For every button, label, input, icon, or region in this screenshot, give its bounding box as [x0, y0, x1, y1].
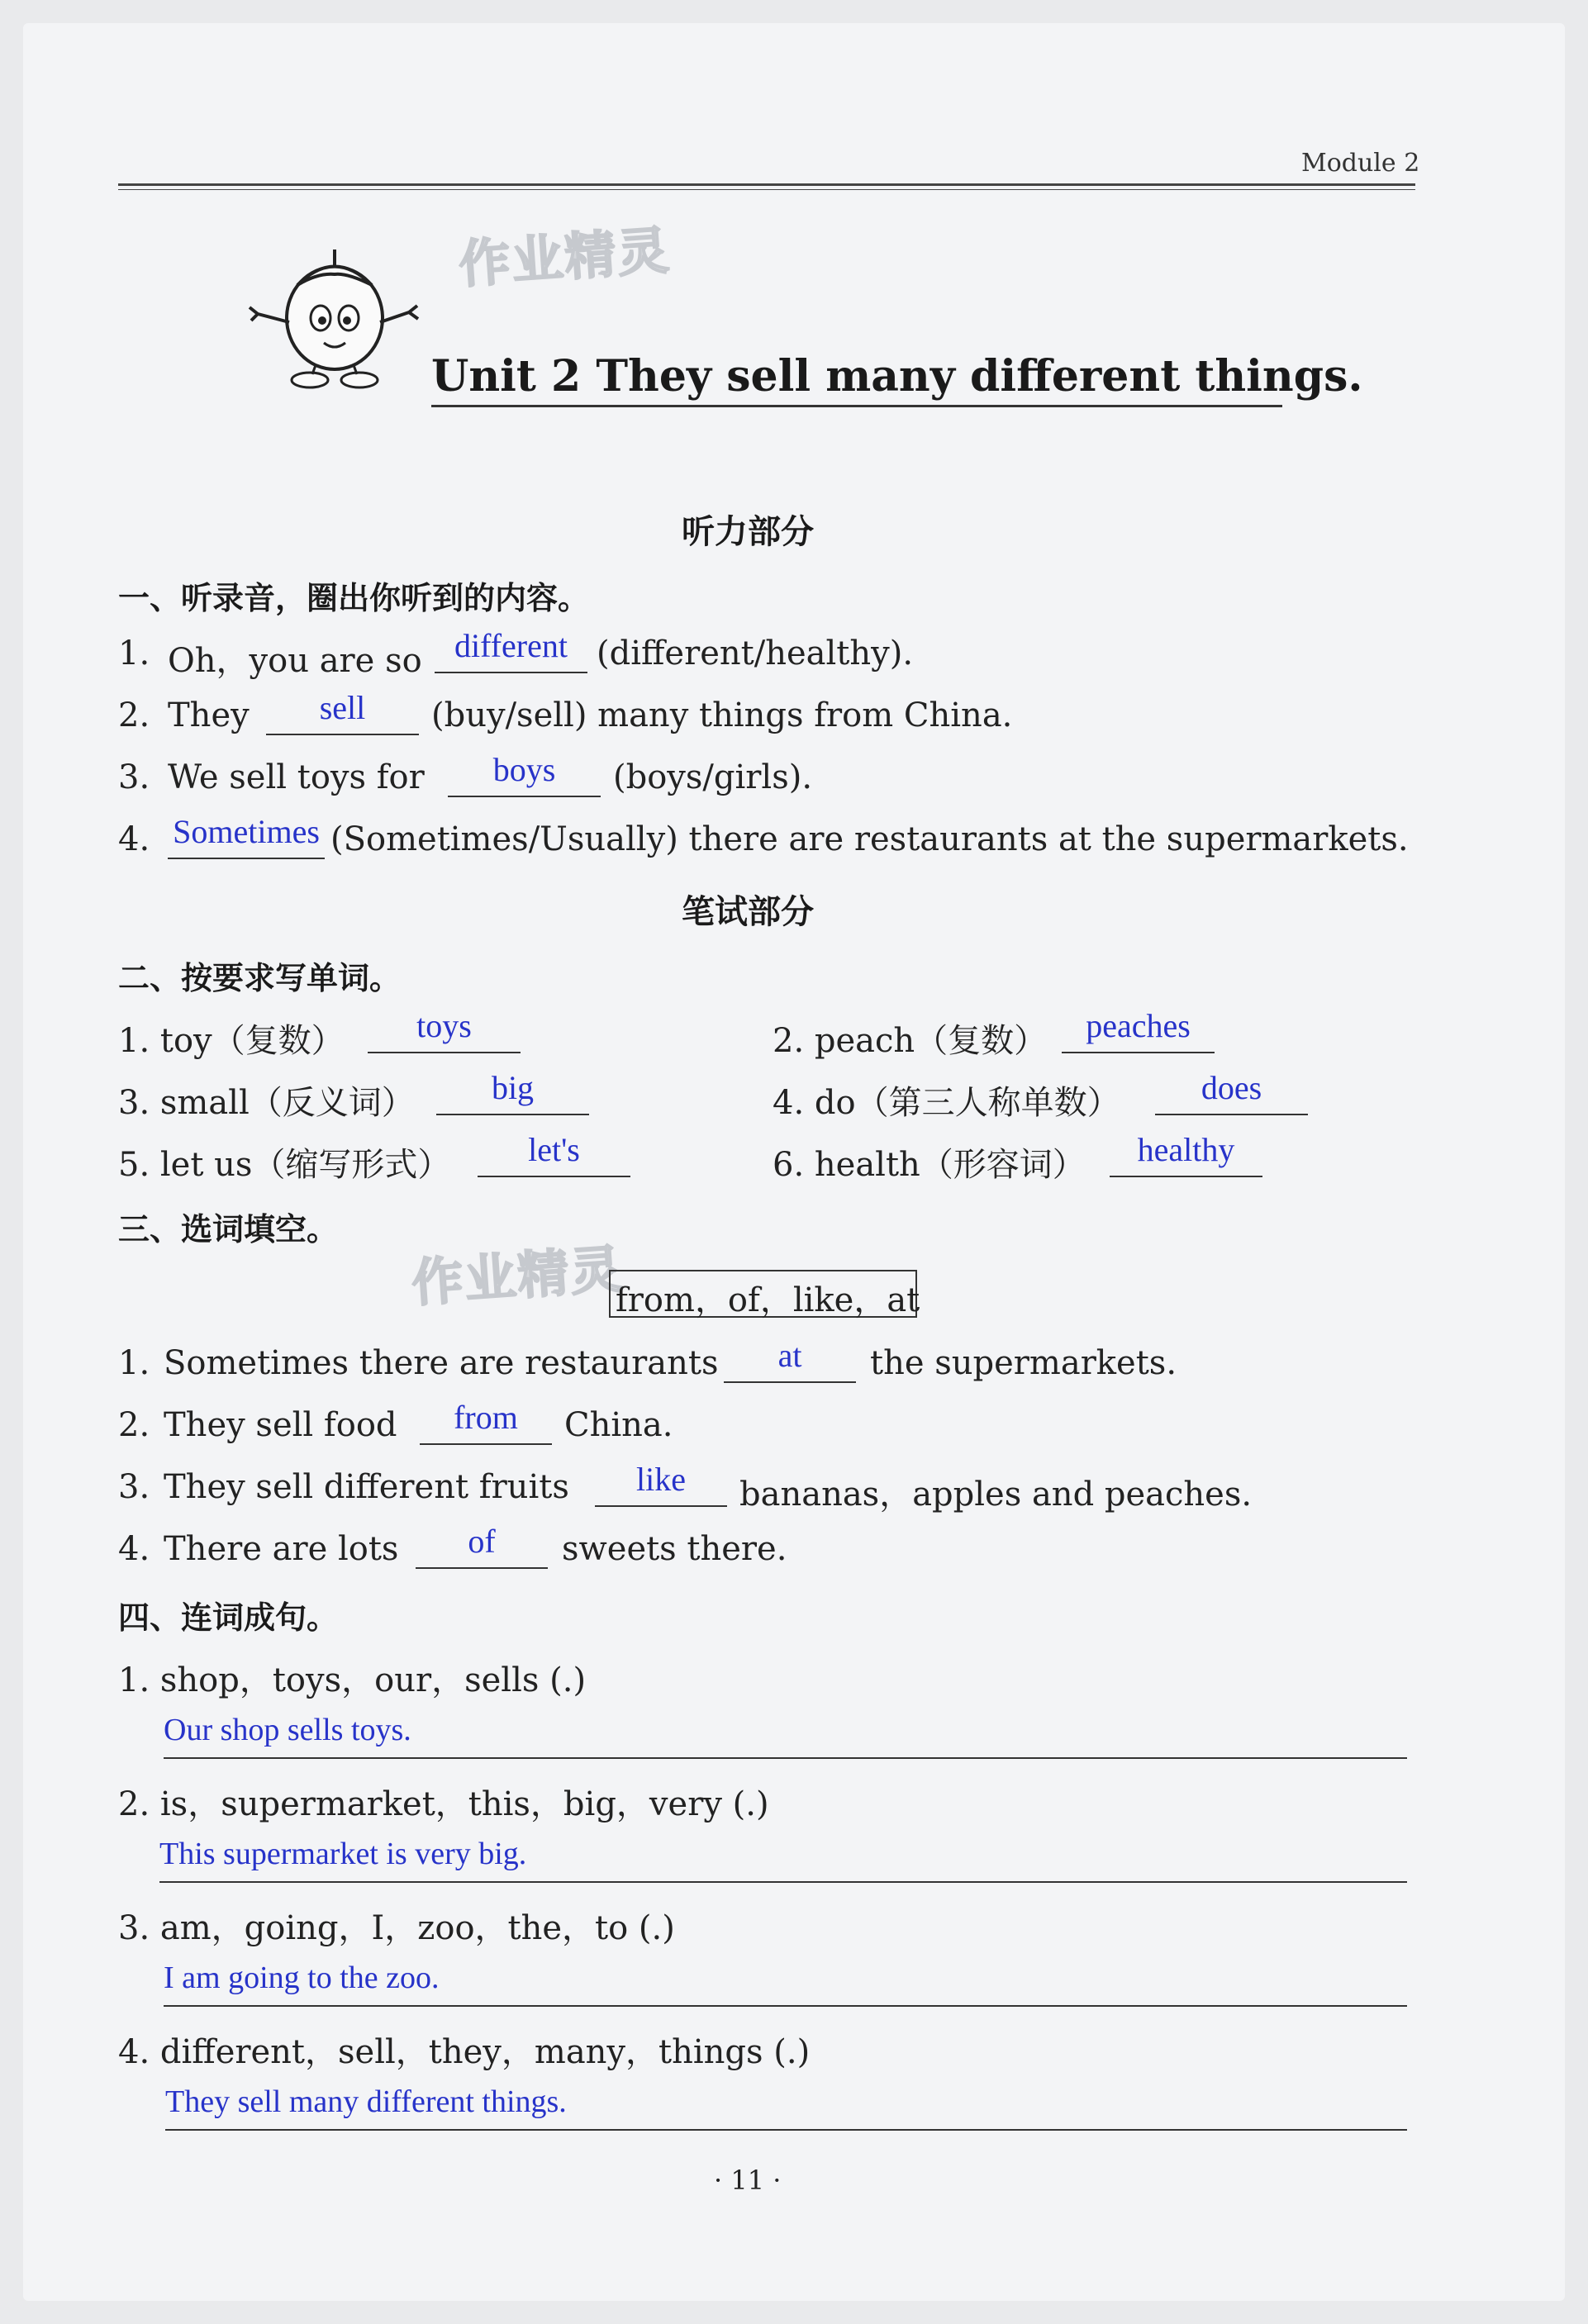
s3-q1-number: 1. — [118, 1344, 150, 1382]
s4-q2-line — [159, 1881, 1407, 1883]
s2-q1-blank — [368, 1052, 521, 1053]
module-label: Module 2 — [1301, 149, 1420, 178]
s1-q4-blank — [168, 858, 325, 859]
s4-q3-line — [164, 2005, 1407, 2007]
s1-q3-blank — [448, 796, 601, 797]
s2-q3-answer: big — [491, 1069, 535, 1106]
s1-q2-blank — [266, 734, 419, 735]
s1-q3-number: 3. — [118, 758, 150, 796]
s2-q2-label: 2. peach（复数） — [773, 1022, 1048, 1060]
mascot-illustration — [248, 240, 421, 397]
section3-heading: 三、选词填空。 — [118, 1211, 339, 1248]
unit-title: Unit 2 They sell many different things. — [431, 351, 1363, 402]
s2-q4-answer: does — [1201, 1069, 1262, 1106]
unit-title-underline — [431, 405, 1282, 407]
s2-q1-answer: toys — [416, 1007, 472, 1044]
s4-q4-answer: They sell many different things. — [165, 2084, 567, 2119]
header-rule-thick — [118, 183, 1415, 186]
s1-q4-options: (Sometimes/Usually) there are restaurants at the supermarkets. — [330, 820, 1409, 858]
s3-q4-number: 4. — [118, 1530, 150, 1568]
s3-q1-blank — [724, 1381, 856, 1383]
s4-q4-line — [165, 2129, 1407, 2131]
s4-q2-answer: This supermarket is very big. — [159, 1837, 527, 1871]
s2-q6-answer: healthy — [1137, 1131, 1235, 1168]
s2-q3-blank — [436, 1114, 589, 1115]
listening-section-title: 听力部分 — [682, 513, 814, 551]
s2-q4-blank — [1155, 1114, 1308, 1115]
section1-heading: 一、听录音，圈出你听到的内容。 — [118, 580, 590, 616]
s2-q3-label: 3. small（反义词） — [118, 1084, 415, 1122]
s1-q4-number: 4. — [118, 820, 150, 858]
s2-q2-blank — [1062, 1052, 1215, 1053]
s2-q2-answer: peaches — [1086, 1007, 1191, 1044]
watermark-top: 作业精灵 — [457, 220, 673, 295]
writing-section-title: 笔试部分 — [682, 893, 814, 931]
s3-q3-blank — [595, 1505, 727, 1507]
s3-q4-after: sweets there. — [562, 1530, 787, 1568]
s3-q2-answer: from — [454, 1399, 518, 1436]
s3-q4-text: There are lots — [164, 1530, 399, 1568]
s1-q3-text: We sell toys for — [168, 758, 425, 796]
s1-q2-text: They — [168, 696, 250, 734]
section2-heading: 二、按要求写单词。 — [118, 960, 402, 996]
s2-q1-label: 1. toy（复数） — [118, 1022, 345, 1060]
s3-q1-text: Sometimes there are restaurants — [164, 1344, 719, 1382]
s3-q1-after: the supermarkets. — [870, 1344, 1177, 1382]
s1-q3-options: (boys/girls). — [613, 758, 813, 796]
s2-q4-label: 4. do（第三人称单数） — [773, 1084, 1120, 1122]
s3-q3-text: They sell different fruits — [164, 1468, 569, 1506]
s4-q1-line — [164, 1757, 1407, 1759]
s1-q1-answer: different — [454, 627, 568, 664]
s1-q2-options: (buy/sell) many things from China. — [431, 696, 1013, 734]
s3-q3-number: 3. — [118, 1468, 150, 1506]
s4-q1-prompt: 1. shop，toys，our，sells (.) — [118, 1661, 587, 1699]
s1-q2-answer: sell — [319, 689, 366, 726]
s1-q2-number: 2. — [118, 696, 150, 734]
header-rule-thin — [118, 189, 1415, 190]
s3-q3-after: bananas，apples and peaches. — [739, 1476, 1253, 1514]
s3-q2-number: 2. — [118, 1406, 150, 1444]
word-bank-text: from，of，like，at — [616, 1281, 920, 1319]
s3-q3-answer: like — [636, 1461, 686, 1498]
s3-q4-blank — [416, 1567, 548, 1569]
s1-q1-number: 1. — [118, 634, 150, 672]
s4-q2-prompt: 2. is，supermarket，this，big，very (.) — [118, 1785, 769, 1823]
page-number: · 11 · — [714, 2165, 782, 2196]
s1-q3-answer: boys — [492, 751, 556, 788]
s2-q5-label: 5. let us（缩写形式） — [118, 1146, 451, 1184]
s2-q6-label: 6. health（形容词） — [773, 1146, 1086, 1184]
s3-q1-answer: at — [777, 1337, 802, 1374]
s1-q1-options: (different/healthy). — [597, 634, 914, 672]
s1-q4-answer: Sometimes — [173, 813, 320, 850]
s4-q3-answer: I am going to the zoo. — [164, 1960, 440, 1995]
s1-q1-blank — [435, 672, 587, 673]
s3-q2-blank — [420, 1443, 552, 1445]
s2-q6-blank — [1110, 1176, 1262, 1177]
s2-q5-answer: let's — [528, 1131, 580, 1168]
s4-q1-answer: Our shop sells toys. — [164, 1713, 411, 1747]
s3-q2-text: They sell food — [164, 1406, 397, 1444]
section4-heading: 四、连词成句。 — [118, 1599, 339, 1636]
watermark-middle: 作业精灵 — [410, 1238, 625, 1314]
s3-q2-after: China. — [564, 1406, 673, 1444]
s2-q5-blank — [478, 1176, 630, 1177]
s4-q4-prompt: 4. different，sell，they，many，things (.) — [118, 2033, 811, 2071]
s1-q1-text: Oh，you are so — [168, 642, 422, 680]
s4-q3-prompt: 3. am，going，I，zoo，the，to (.) — [118, 1909, 675, 1947]
s3-q4-answer: of — [468, 1523, 496, 1560]
